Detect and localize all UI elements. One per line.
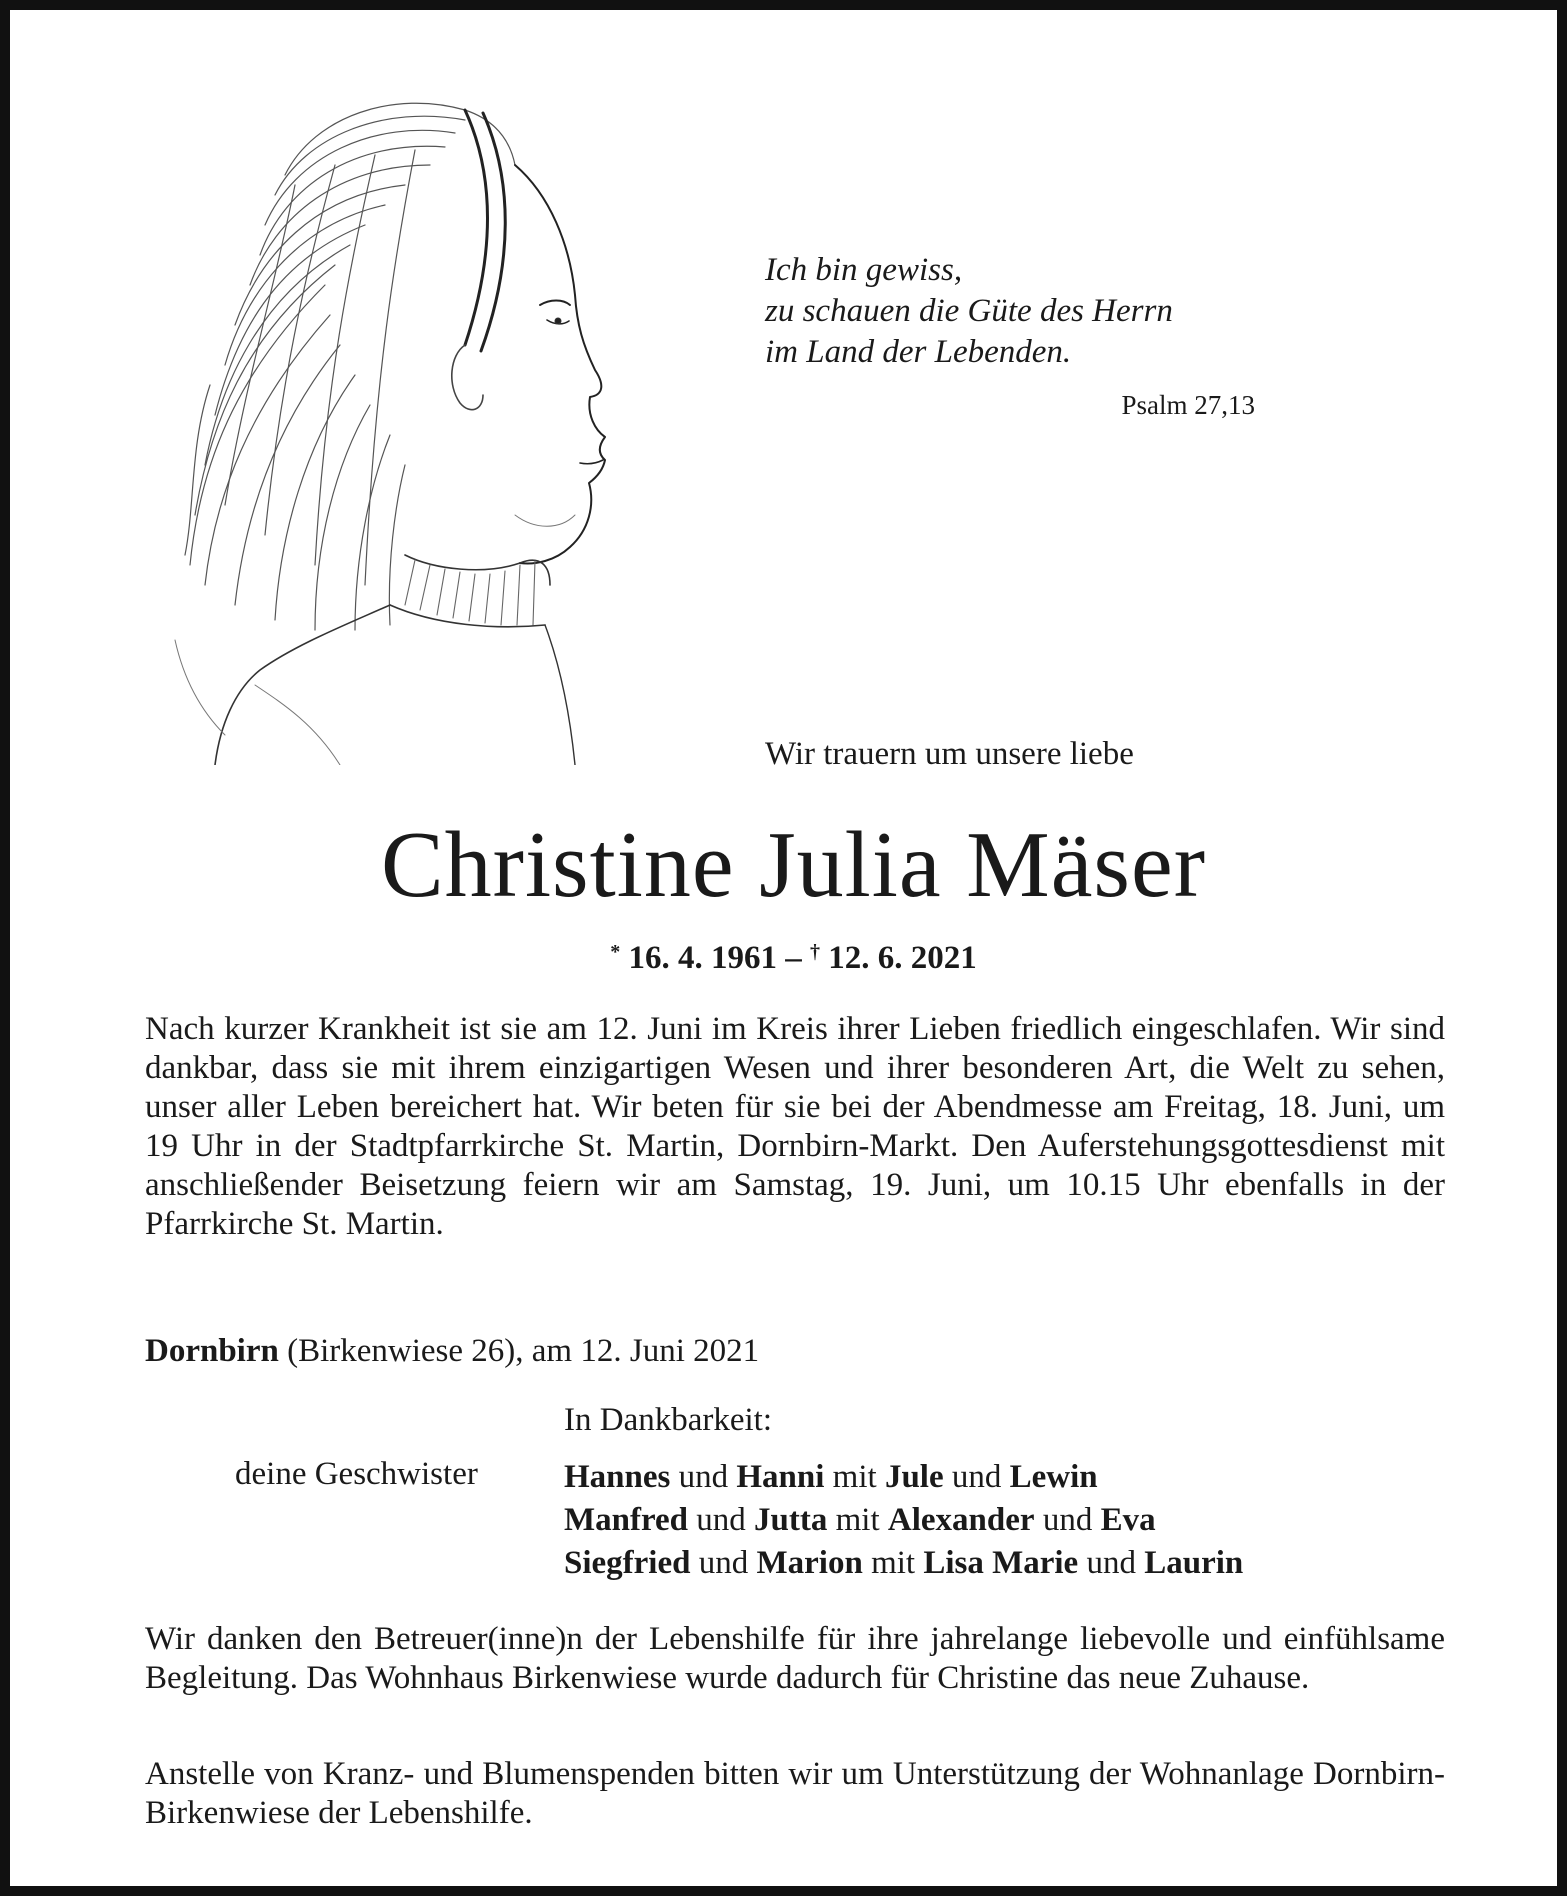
death-symbol: †: [810, 941, 820, 963]
connector: und: [690, 1545, 757, 1581]
place-city: Dornbirn: [145, 1333, 279, 1369]
birth-symbol: *: [610, 941, 621, 963]
signature-line: [564, 1499, 1243, 1542]
gratitude-paragraph: Wir danken den Betreuer(inne)n der Lebenshilfe für ihre jahrelange liebevolle und einfühlsame Begleitung. Das Wohnhaus Birkenwiese wurde dadurch für Christine das neue Zuhause.: [145, 1621, 1445, 1696]
psalm-quote: [765, 250, 1325, 373]
relative-name: Hanni: [736, 1459, 825, 1495]
relative-name: Laurin: [1144, 1545, 1244, 1581]
relative-name: Jutta: [754, 1502, 828, 1538]
connector: mit: [827, 1502, 888, 1538]
relative-name: Marion: [756, 1545, 863, 1581]
donation-paragraph: Anstelle von Kranz- und Blumenspenden bitten wir um Unterstützung der Wohnanlage Dornbirn-Birkenwiese der Lebenshilfe.: [145, 1756, 1445, 1831]
quote-line: zu schauen die Güte des Herrn: [765, 293, 1173, 329]
signature-line: [564, 1542, 1243, 1585]
connector: und: [1078, 1545, 1145, 1581]
relative-name: Lewin: [1009, 1459, 1098, 1495]
deceased-name: Christine Julia Mäser: [380, 813, 1207, 917]
quote-line: im Land der Lebenden.: [765, 334, 1072, 370]
portrait-sketch: [165, 85, 625, 765]
date-dash: –: [785, 940, 802, 976]
death-date: 12. 6. 2021: [828, 940, 977, 976]
connector: und: [943, 1459, 1010, 1495]
intro-line: Wir trauern um unsere liebe: [765, 736, 1134, 772]
signature-line: [564, 1456, 1243, 1499]
relative-name: Jule: [884, 1459, 944, 1495]
quote-source: Psalm 27,13: [1121, 390, 1255, 420]
life-dates: [10, 940, 1567, 977]
relative-name: Lisa Marie: [923, 1545, 1079, 1581]
relative-name: Eva: [1100, 1502, 1156, 1538]
connector: mit: [824, 1459, 885, 1495]
relative-name: Hannes: [564, 1459, 671, 1495]
connector: mit: [862, 1545, 924, 1581]
connector: und: [688, 1502, 755, 1538]
place-rest: (Birkenwiese 26), am 12. Juni 2021: [278, 1333, 760, 1369]
connector: und: [1034, 1502, 1101, 1538]
thanks-label: In Dankbarkeit:: [564, 1402, 773, 1438]
relative-name: Manfred: [564, 1502, 689, 1538]
signature-list: [564, 1456, 1243, 1585]
place-date-line: [145, 1333, 759, 1370]
relative-name: Alexander: [887, 1502, 1035, 1538]
quote-line: Ich bin gewiss,: [765, 252, 963, 288]
announcement-paragraph: Nach kurzer Krankheit ist sie am 12. Juni im Kreis ihrer Lieben friedlich eingeschlafen. Wir sind dankbar, dass sie mit ihrem einzigartigen Wesen und ihrer besonderen Art, die Welt zu sehen, unser aller Leben bereichert hat. Wir beten für sie bei der Abendmesse am Freitag, 18. Juni, um 19 Uhr in der Stadtpfarrkirche St. Martin, Dornbirn-Markt. Den Auferstehungsgottesdienst mit anschließender Beisetzung feiern wir am Samstag, 19. Juni, um 10.15 Uhr ebenfalls in der Pfarrkirche St. Martin.: [145, 1011, 1445, 1242]
relative-name: Siegfried: [564, 1545, 691, 1581]
connector: und: [670, 1459, 737, 1495]
signature-label: deine Geschwister: [235, 1456, 478, 1492]
birth-date: 16. 4. 1961: [628, 940, 777, 976]
